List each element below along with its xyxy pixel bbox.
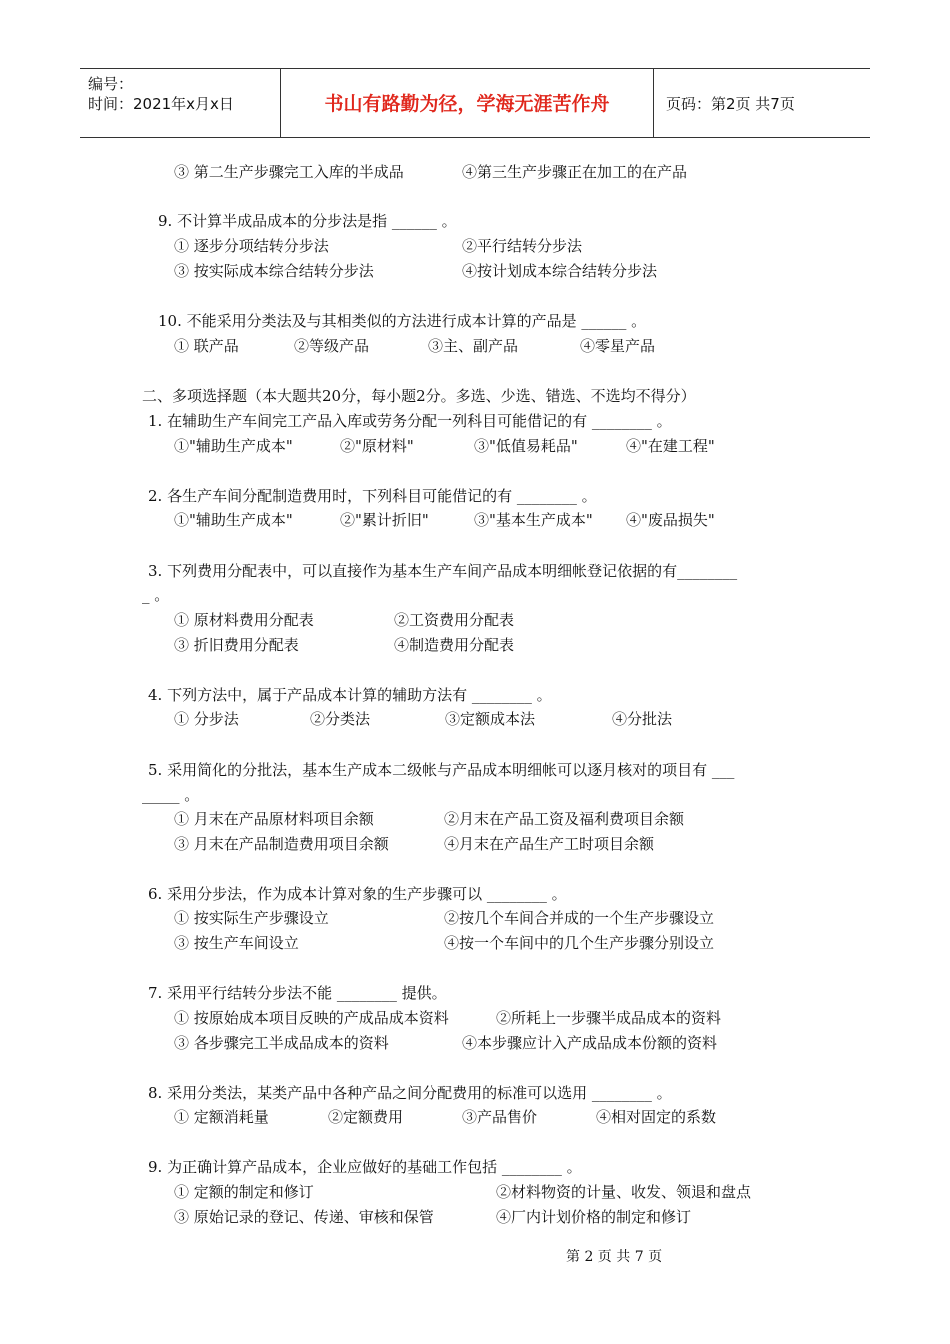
option: ③ 按生产车间设立 [174,934,299,952]
option: ① 定额消耗量 [174,1108,269,1126]
option: ③定额成本法 [445,710,536,728]
option: ① 定额的制定和修订 [174,1183,314,1201]
option: ②工资费用分配表 [394,611,515,629]
motto: 书山有路勤为径，学海无涯苦作舟 [324,93,610,115]
option: ②分类法 [310,710,371,728]
option: ① 联产品 [174,337,239,355]
question-stem: 5. 采用简化的分批法，基本生产成本二级帐与产品成本明细帐可以逐月核对的项目有 ___ [148,761,735,779]
option: ③主、副产品 [428,337,519,355]
option: ②"累计折旧" [340,511,429,529]
option: ④制造费用分配表 [394,636,515,654]
option: ④本步骤应计入产成品成本份额的资料 [462,1034,718,1052]
page-info: 页码：第2页 共7页 [666,95,795,113]
question-stem: 8. 采用分类法，某类产品中各种产品之间分配费用的标准可以选用 ________ 。 [148,1084,672,1102]
question-stem-cont: _____ 。 [142,786,200,804]
question-stem: 9. 不计算半成品成本的分步法是指 ______ 。 [158,212,457,230]
option: ① 逐步分项结转分步法 [174,237,329,255]
option: ③"基本生产成本" [474,511,593,529]
question-stem: 2. 各生产车间分配制造费用时，下列科目可能借记的有 ________ 。 [148,487,597,505]
question-stem: 3. 下列费用分配表中，可以直接作为基本生产车间产品成本明细帐登记依据的有________ [148,562,738,580]
option: ④分批法 [612,710,673,728]
question-stem-cont: _ 。 [142,586,170,604]
option: ②"原材料" [340,437,414,455]
option: ①"辅助生产成本" [174,511,293,529]
question-stem: 10. 不能采用分类法及与其相类似的方法进行成本计算的产品是 ______ 。 [158,312,647,330]
question-stem: 9. 为正确计算产品成本，企业应做好的基础工作包括 ________ 。 [148,1158,582,1176]
header-page-cell [654,69,870,137]
option: ②定额费用 [328,1108,404,1126]
section-heading: 二、多项选择题（本大题共20分，每小题2分。多选、少选、错选、不选均不得分） [142,387,696,405]
option: ④第三生产步骤正在加工的在产品 [462,163,688,181]
option: ① 月末在产品原材料项目余额 [174,810,374,828]
option: ④按一个车间中的几个生产步骤分别设立 [444,934,715,952]
option: ④月末在产品生产工时项目余额 [444,835,655,853]
option: ②月末在产品工资及福利费项目余额 [444,810,685,828]
option: ②材料物资的计量、收发、领退和盘点 [496,1183,752,1201]
option: ③"低值易耗品" [474,437,578,455]
question-stem: 1. 在辅助生产车间完工产品入库或劳务分配一列科目可能借记的有 ________ 。 [148,412,672,430]
option: ④相对固定的系数 [596,1108,717,1126]
option: ②按几个车间合并成的一个生产步骤设立 [444,909,715,927]
option: ②所耗上一步骤半成品成本的资料 [496,1009,722,1027]
option: ④厂内计划价格的制定和修订 [496,1208,692,1226]
option: ②等级产品 [294,337,370,355]
option: ① 按原始成本项目反映的产成品成本资料 [174,1009,449,1027]
footer-page-number: 第 2 页 共 7 页 [566,1249,663,1265]
option: ③ 按实际成本综合结转分步法 [174,262,374,280]
option: ④零星产品 [580,337,656,355]
header-motto-cell [281,69,654,137]
option: ④"废品损失" [626,511,715,529]
header-meta [80,69,281,137]
option: ②平行结转分步法 [462,237,583,255]
question-stem: 4. 下列方法中，属于产品成本计算的辅助方法有 ________ 。 [148,686,552,704]
option: ① 原材料费用分配表 [174,611,314,629]
question-stem: 6. 采用分步法，作为成本计算对象的生产步骤可以 ________ 。 [148,885,567,903]
question-stem: 7. 采用平行结转分步法不能 ________ 提供。 [148,984,447,1002]
option: ① 分步法 [174,710,239,728]
option: ③ 原始记录的登记、传递、审核和保管 [174,1208,434,1226]
option: ③ 折旧费用分配表 [174,636,299,654]
time-label: 时间：2021年x月x日 [88,95,234,113]
option: ① 按实际生产步骤设立 [174,909,329,927]
option: ④按计划成本综合结转分步法 [462,262,658,280]
option: ③ 各步骤完工半成品成本的资料 [174,1034,389,1052]
code-label: 编号： [88,75,134,93]
option: ①"辅助生产成本" [174,437,293,455]
option: ③ 第二生产步骤完工入库的半成品 [174,163,404,181]
option: ③产品售价 [462,1108,538,1126]
option: ③ 月末在产品制造费用项目余额 [174,835,389,853]
option: ④"在建工程" [626,437,715,455]
page-header [80,68,870,138]
